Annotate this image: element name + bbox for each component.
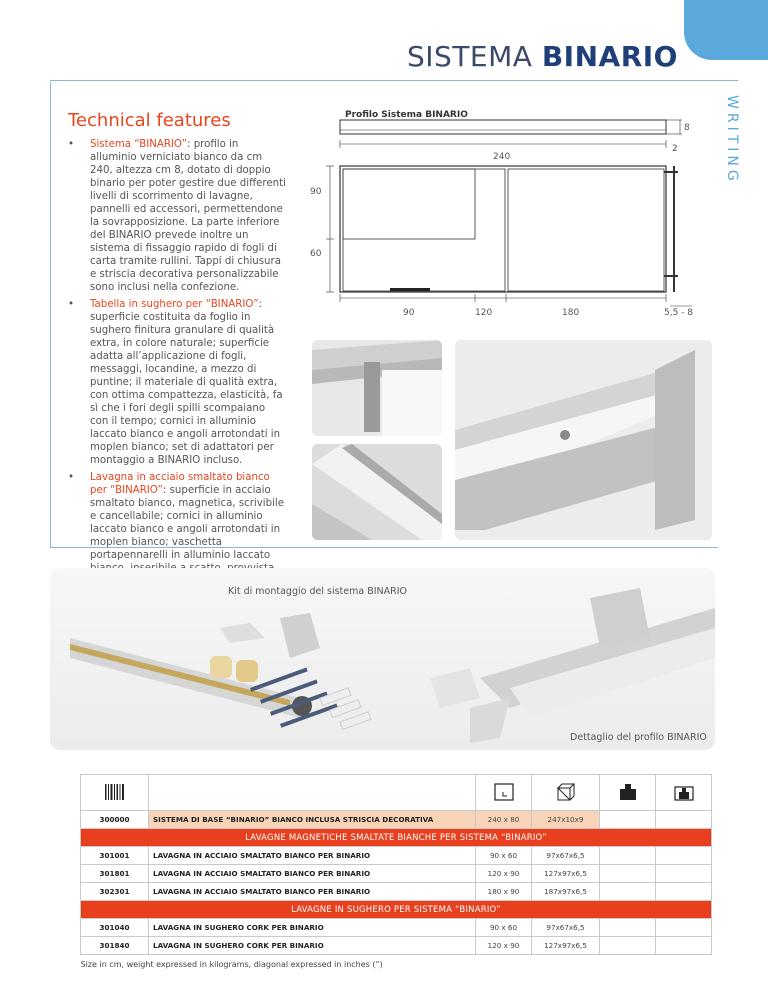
product-code: 300000 — [81, 811, 149, 829]
board-size-icon — [476, 775, 532, 811]
table-row — [81, 865, 712, 883]
bullet-icon: • — [68, 472, 75, 483]
feature-heading: Tabella in sughero per “BINARIO” — [90, 299, 259, 310]
side-section-label: WRITING — [724, 95, 740, 185]
table-row — [81, 937, 712, 955]
table-footnote-row — [81, 955, 712, 975]
product-desc: LAVAGNA IN SUGHERO CORK PER BINARIO — [149, 919, 476, 937]
product-size: 240 x 80 — [476, 811, 532, 829]
net-weight-icon — [600, 775, 656, 811]
table-footnote: Size in cm, weight expressed in kilograms, diagonal expressed in inches (“) — [80, 960, 383, 970]
depth-label: 5,5 - 8 — [664, 308, 694, 318]
product-desc: SISTEMA DI BASE “BINARIO” BIANCO INCLUSA STRISCIA DECORATIVA — [149, 811, 476, 829]
product-code: 302301 — [81, 883, 149, 901]
board-small — [343, 169, 475, 239]
product-dims: 127x97x6,5 — [532, 865, 600, 883]
product-desc: LAVAGNA IN SUGHERO CORK PER BINARIO — [149, 937, 476, 955]
product-dims: 127x97x6,5 — [532, 937, 600, 955]
rail-depth-label: 2 — [672, 144, 678, 154]
board-right — [508, 169, 664, 291]
features-title: Technical features — [68, 110, 231, 131]
profile-diagram — [300, 116, 700, 326]
rail-height-label: 8 — [684, 123, 690, 133]
product-code: 301001 — [81, 847, 149, 865]
barcode-icon — [81, 775, 149, 811]
product-size: 90 x 60 — [476, 919, 532, 937]
product-dims: 247x10x9 — [532, 811, 600, 829]
product-desc: LAVAGNA IN ACCIAIO SMALTATO BIANCO PER BINARIO — [149, 847, 476, 865]
feature-text: : profilo in alluminio verniciato bianco da cm 240, altezza cm 8, dotato di doppio binario per poter gestire due differenti livelli di scorrimento di lavagne, pannelli ed accessori, permettendone la sovrapposizione. La parte inferiore del BINARIO prevede inoltre un sistema di fissaggio rapido di fogli di carta tramite rullini. Tappi di chiusura e striscia decorativa personalizzabile sono inclusi nella confezione. — [90, 139, 286, 293]
section-title: LAVAGNE IN SUGHERO PER SISTEMA “BINARIO” — [81, 901, 712, 919]
rail-closeup-photo — [312, 340, 442, 436]
kit-caption: Kit di montaggio del sistema BINARIO — [228, 586, 408, 597]
title-bold: BINARIO — [541, 40, 678, 73]
diagram-title: Profilo Sistema BINARIO — [345, 110, 468, 120]
height-60-label: 60 — [310, 249, 322, 259]
product-size: 180 x 90 — [476, 883, 532, 901]
section-title: LAVAGNE MAGNETICHE SMALTATE BIANCHE PER SISTEMA “BINARIO” — [81, 829, 712, 847]
bullet-icon: • — [68, 299, 75, 310]
feature-heading: Lavagna in acciaio smaltato bianco per “BINARIO” — [90, 472, 270, 496]
header-divider — [50, 80, 738, 81]
feature-heading: Sistema “BINARIO” — [90, 139, 188, 150]
product-dims: 187x97x6,5 — [532, 883, 600, 901]
marker-tray — [390, 288, 430, 291]
bullet-icon: • — [68, 139, 75, 150]
product-dims: 97x67x6,5 — [532, 919, 600, 937]
detail-caption: Dettaglio del profilo BINARIO — [570, 732, 707, 743]
product-code: 301840 — [81, 937, 149, 955]
product-code: 301801 — [81, 865, 149, 883]
section-header — [81, 829, 712, 847]
page-title — [407, 40, 678, 73]
table-row — [81, 847, 712, 865]
product-desc: LAVAGNA IN ACCIAIO SMALTATO BIANCO PER BINARIO — [149, 883, 476, 901]
table-row — [81, 883, 712, 901]
rail-profile — [340, 120, 666, 134]
product-size: 120 x 90 — [476, 865, 532, 883]
product-code: 301040 — [81, 919, 149, 937]
product-size: 90 x 60 — [476, 847, 532, 865]
width-120-label: 120 — [475, 308, 493, 318]
feature-item — [68, 138, 286, 294]
feature-text: : superficie in acciaio smaltato bianco, magnetica, scrivibile e cancellabile; cornici in alluminio laccato bianco e angoli arrotondati in moplen bianco; vaschetta portapennarelli in alluminio laccato — [90, 485, 285, 561]
board-edge-photo — [312, 444, 442, 540]
table-row — [81, 811, 712, 829]
section-header — [81, 901, 712, 919]
table-header-row — [81, 775, 712, 811]
width-90-label: 90 — [403, 308, 415, 318]
board-outline — [340, 166, 666, 292]
product-table — [80, 774, 712, 975]
product-dims: 97x67x6,5 — [532, 847, 600, 865]
product-size: 120 x 90 — [476, 937, 532, 955]
feature-item — [68, 298, 286, 467]
board-left — [343, 169, 505, 291]
height-90-label: 90 — [310, 187, 322, 197]
feature-text: : superficie costituita da foglio in sughero finitura granulare di qualità extra, in colore naturale; superficie adatta all’applicazione di fogli, messaggi, locandine, a mezzo di puntine; il materiale di qualità extra, con ottima compattezza, elasticità, fa sì che i fori degli spilli scompaiano con il tempo; cornici in alluminio laccato bianco e angoli arrotondati in moplen bianco; set di adattatori per montaggio a BINARIO incluso. — [90, 299, 283, 466]
profile-detail-photo — [455, 340, 712, 540]
table-row — [81, 919, 712, 937]
width-180-label: 180 — [562, 308, 580, 318]
box-dimensions-icon — [532, 775, 600, 811]
product-desc: LAVAGNA IN ACCIAIO SMALTATO BIANCO PER BINARIO — [149, 865, 476, 883]
gross-weight-icon — [656, 775, 712, 811]
title-light: SISTEMA — [407, 40, 533, 73]
total-width-label: 240 — [493, 152, 511, 162]
corner-tab — [684, 0, 768, 60]
